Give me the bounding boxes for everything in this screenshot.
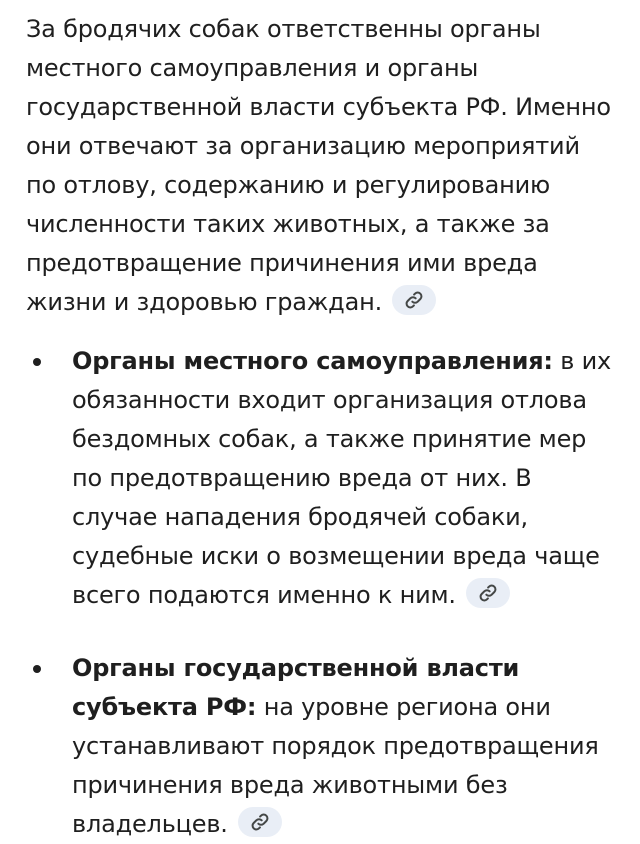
- bullet-text: в их обязанности входит организация отлова бездомных собак, а также принятие мер по предотвращению вреда от них. В случае нападения бродячей собаки, судебные иски о возмещении вреда чаще всего подаются именно к ним.: [72, 347, 612, 609]
- bullet-list: [26, 342, 614, 844]
- list-item: [26, 342, 614, 615]
- list-item: [26, 649, 614, 844]
- citation-chip[interactable]: [466, 578, 510, 608]
- link-icon: [250, 812, 270, 832]
- citation-chip[interactable]: [392, 285, 436, 315]
- bullet-text: на уровне региона они устанавливают порядок предотвращения причинения вреда животными без владельцев.: [72, 693, 599, 838]
- citation-chip[interactable]: [238, 807, 282, 837]
- link-icon: [478, 583, 498, 603]
- bullet-title: Органы государственной власти субъекта РФ:: [72, 654, 520, 721]
- link-icon: [404, 290, 424, 310]
- intro-paragraph: [26, 10, 614, 322]
- bullet-title: Органы местного самоуправления:: [72, 347, 553, 375]
- intro-text: За бродячих собак ответственны органы местного самоуправления и органы государственной власти субъекта РФ. Именно они отвечают за организацию мероприятий по отлову, содержанию и регулированию численности таких животных, а также за предотвращение причинения ими вреда жизни и здоровью граждан.: [26, 15, 611, 316]
- bullet-dot: [33, 665, 41, 673]
- bullet-dot: [33, 358, 41, 366]
